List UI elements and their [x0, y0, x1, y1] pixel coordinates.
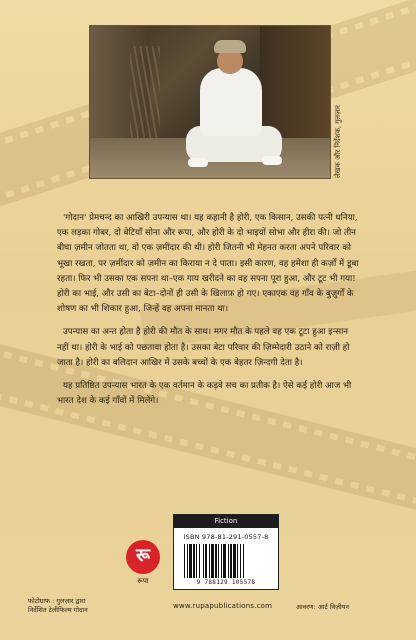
synopsis-paragraph: यह प्रतिष्ठित उपन्यास भारत के एक वर्तमान के कड़वे सच का प्रतीक है। ऐसे कई होरी आज भी भारत देश के कई गाँवों में मिलेंगे। [57, 381, 352, 407]
photo-credit-line: निर्देशित टेलीफिल्म गोदान [28, 606, 88, 614]
photo-caption: लेखक और निर्देशक, गुलज़ार [334, 105, 342, 178]
genre-label: Fiction [174, 515, 278, 528]
publisher-logo [126, 540, 160, 574]
barcode-digits: 9 788129 105578 [196, 579, 256, 586]
publisher-logo-glyph: रू [136, 545, 150, 566]
isbn-text: ISBN 978-81-291-0557-8 [183, 533, 269, 541]
publisher-name: रूपा [137, 577, 149, 585]
cover-credit: आवरण: आर्ट विज़ीयन [296, 603, 350, 611]
synopsis-paragraph: 'गोदान' प्रेमचन्द का आखिरी उपन्यास था। यह कहानी है होरी, एक किसान, उसकी पत्नी धनिया, एक लड़का गोबर, दो बेटियाँ सोना और रूपा, और होरी के दो भाइयों सोभा और हीरा की। जो तीन बीघा ज़मीन जोतता था, वो एक ज़मींदार की थी। होरी जितनी भी मेहनत करता अपने परिवार को भूखा रखता, पर ज़मींदार को ज़मीन का किराया न दे पाता। इसी कारण, वह हमेशा ही कर्ज़ों में डूबा रहता। फिर भी उसका एक सपना था–एक गाय खरीदने का वह सपना पूरा हुआ, और टूट भी गया! होरी का भाई, और उसी का बेटा–दोनों ही उसी के खिलाफ़ हो गए। एकाएक वह गाँव के बुज़ुर्गों के शोषण का भी शिकार हुआ, जिन्हें वह अपना मानता था। [57, 213, 359, 315]
barcode-panel [173, 514, 279, 590]
publisher-url[interactable]: www.rupapublications.com [173, 602, 273, 610]
photo-credits [28, 597, 88, 615]
synopsis-paragraph: उपन्यास का अन्त होता है होरी की मौत के साथ। मगर मौत के पहले वह एक टूटा हुआ इन्सान नहीं था। होरी के भाई को पछतावा होता है। उसका बेटा परिवार की ज़िम्मेदारी उठाने को राज़ी हो जाता है। होरी का बलिदान आखिर में उसके बच्चों के एक बेहतर ज़िन्दगी देता है। [57, 327, 350, 368]
photo-credit-line: फोटोग्राफ : गुलज़ार द्वारा [28, 597, 86, 605]
barcode-icon [184, 544, 268, 578]
synopsis [57, 211, 362, 417]
author-photo [89, 25, 331, 179]
